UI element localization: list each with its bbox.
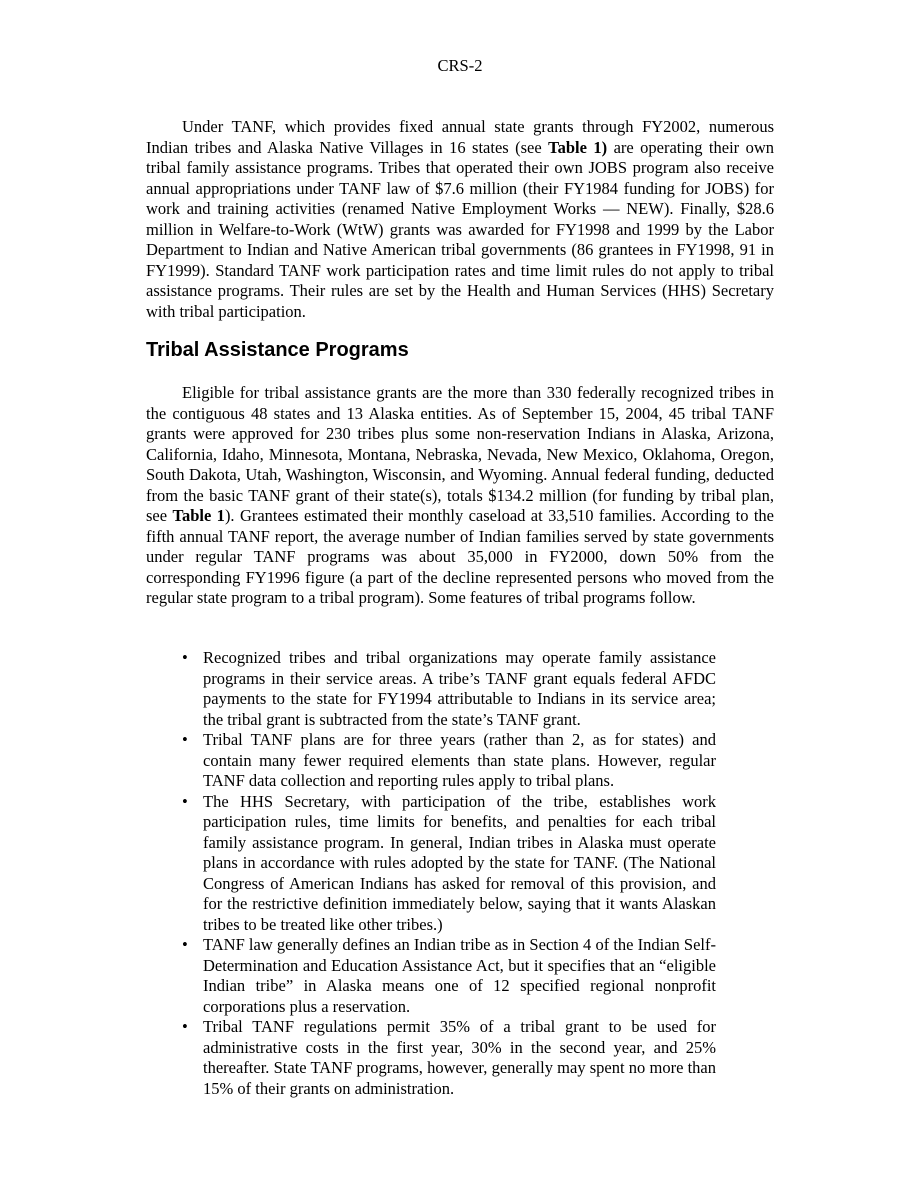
page-number-header: CRS-2 (437, 56, 483, 75)
section-heading: Tribal Assistance Programs (146, 339, 409, 361)
table-1-reference: Table 1) (548, 137, 608, 157)
list-item (182, 792, 716, 936)
list-item (182, 1017, 716, 1099)
features-bullet-list (182, 648, 716, 1099)
bullet-text: Tribal TANF regulations permit 35% of a tribal grant to be used for administrative costs in the first year, 30% in the second year, and 25% thereafter. State TANF programs, however, generally may spent no more than 15% of their grants on administration. (203, 1017, 716, 1098)
section-text-2: ). Grantees estimated their monthly caseload at 33,510 families. According to the fifth annual TANF report, the average number of Indian families served by state governments under regular TANF programs was about 35,000 in FY2000, down 50% from the corresponding FY1996 figure (a part of the decline represented persons who moved from the regular state program to a tribal program). Some features of tribal programs follow. (146, 506, 774, 607)
bullet-icon: • (182, 648, 188, 667)
bullet-icon: • (182, 935, 188, 954)
bullet-text: Tribal TANF plans are for three years (rather than 2, as for states) and contain many fewer required elements than state plans. However, regular TANF data collection and reporting rules apply to tribal plans. (203, 730, 716, 790)
bullet-icon: • (182, 1017, 188, 1036)
intro-paragraph (146, 117, 774, 322)
bullet-icon: • (182, 791, 188, 811)
bullet-text: Recognized tribes and tribal organizations may operate family assistance programs in their service areas. A tribe’s TANF grant equals federal AFDC payments to the state for FY1994 attributable to Indians in its service area; the tribal grant is subtracted from the state’s TANF grant. (203, 648, 716, 729)
section-text-1: Eligible for tribal assistance grants are the more than 330 federally recognized tribes in the contiguous 48 states and 13 Alaska entities. As of September 15, 2004, 45 tribal TANF grants were approved for 230 tribes plus some non-reservation Indians in Alaska, Arizona, California, Idaho, Minnesota, Montana, Nebraska, Nevada, New Mexico, Oklahoma, Oregon, South Dakota, Utah, Washington, Wisconsin, and Wyoming. Annual federal funding, deducted from the basic TANF grant of their state(s), totals $134.2 million (for funding by tribal plan, see (146, 383, 774, 525)
list-item (182, 648, 716, 730)
bullet-text: TANF law generally defines an Indian tribe as in Section 4 of the Indian Self-Determination and Education Assistance Act, but it specifies that an “eligible Indian tribe” in Alaska means one of 12 specified regional nonprofit corporations plus a reservation. (203, 935, 716, 1016)
bullet-text: The HHS Secretary, with participation of the tribe, establishes work participation rules, time limits for benefits, and penalties for each tribal family assistance program. In general, Indian tribes in Alaska must operate plans in accordance with rules adopted by the state for TANF. (The National Congress of American Indians has asked for removal of this provision, and for the restrictive definition immediately below, saying that it wants Alaskan tribes to be treated like other tribes.) (203, 791, 716, 934)
intro-text-2: are operating their own tribal family assistance programs. Tribes that operated their own JOBS program also receive annual appropriations under TANF law of $7.6 million (their FY1984 funding for JOBS) for work and training activities (renamed Native Employment Works — NEW). Finally, $28.6 million in Welfare-to-Work (WtW) grants was awarded for FY1998 and 1999 by the Labor Department to Indian and Native American tribal governments (86 grantees in FY1998, 91 in FY1999). Standard TANF work participation rates and time limit rules do not apply to tribal assistance programs. Their rules are set by the Health and Human Services (HHS) Secretary with tribal participation. (146, 137, 775, 321)
tribal-programs-paragraph (146, 383, 774, 609)
list-item (182, 935, 716, 1017)
list-item (182, 730, 716, 792)
intro-text-1: Under TANF, which provides fixed annual state grants through FY2002, numerous Indian tribes and Alaska Native Villages in 16 states (see (146, 117, 774, 157)
table-1-reference: Table 1 (172, 506, 225, 525)
bullet-icon: • (182, 730, 188, 749)
